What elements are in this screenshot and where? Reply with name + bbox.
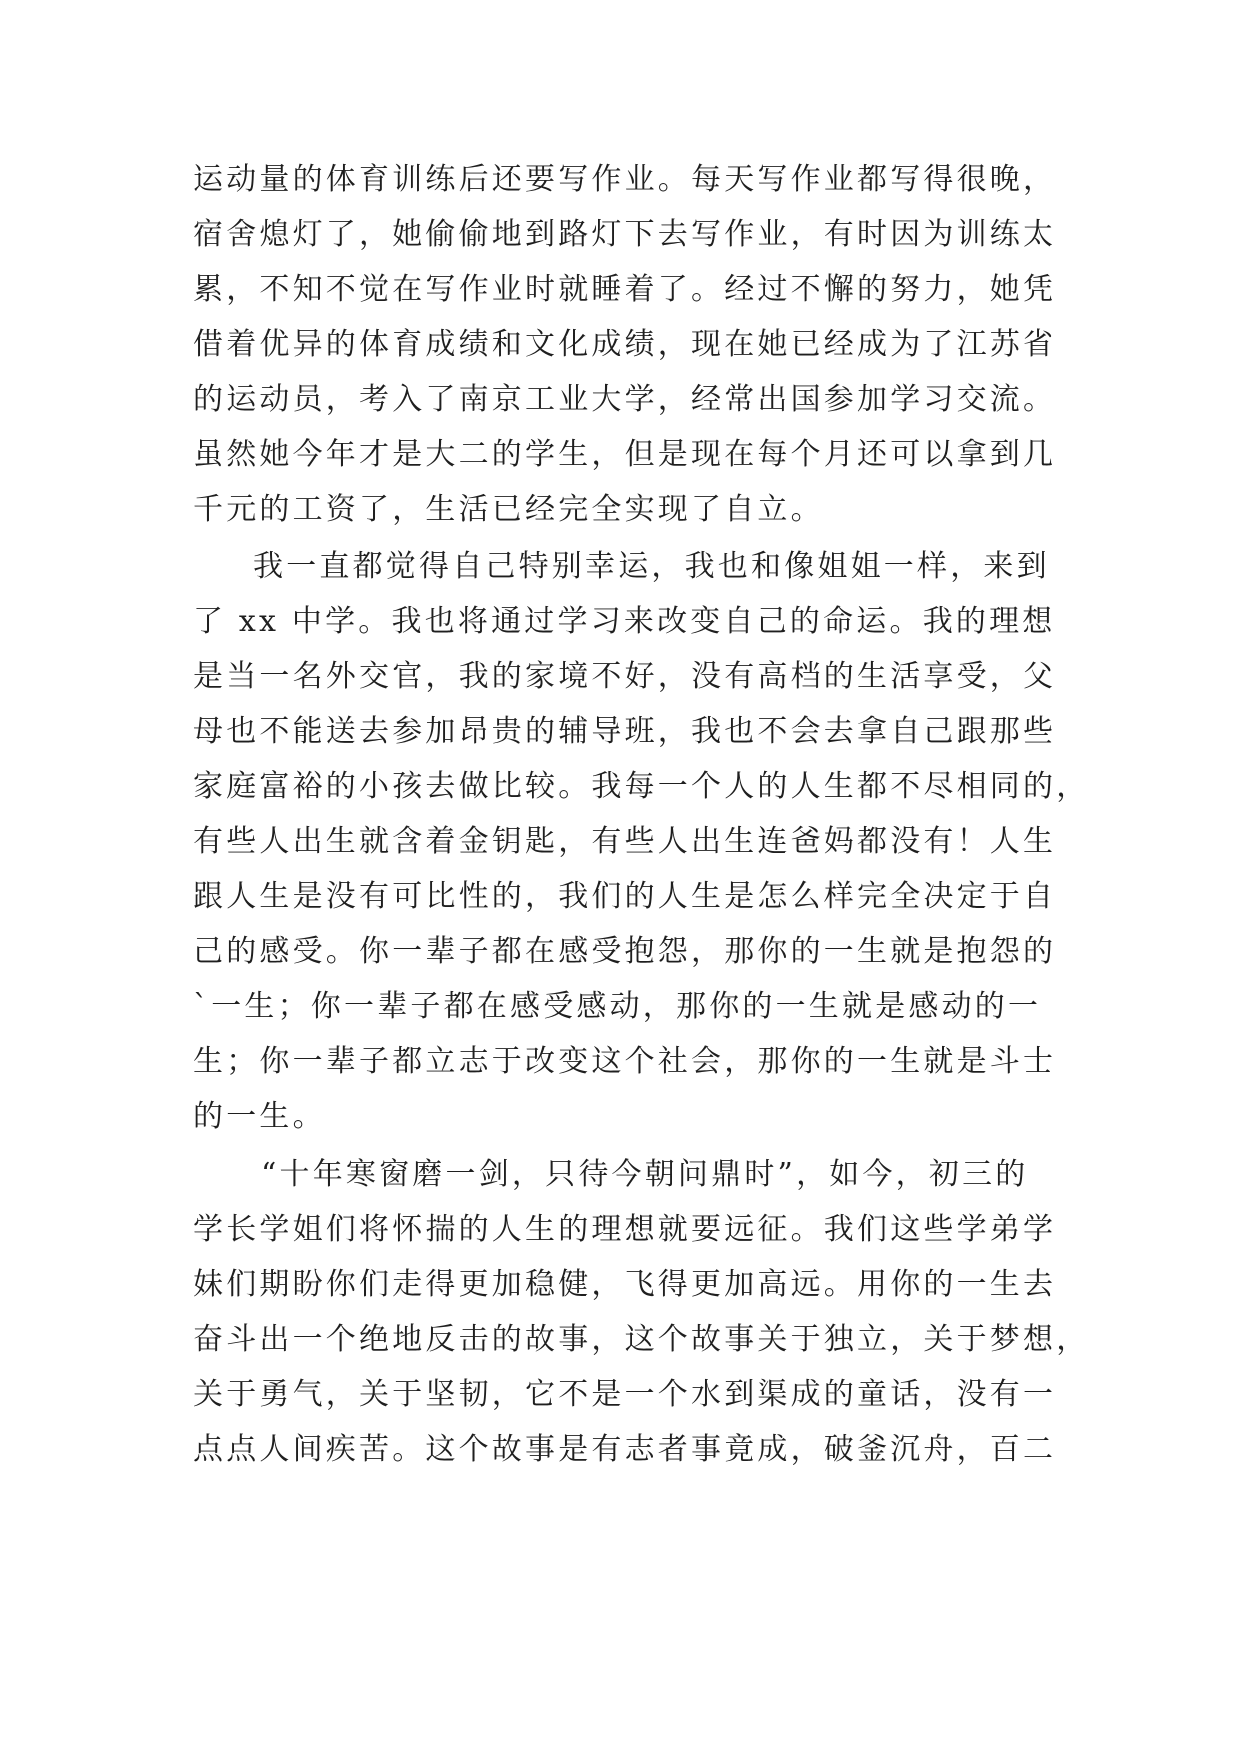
text-line: 母也不能送去参加昂贵的辅导班，我也不会去拿自己跟那些 — [193, 714, 1057, 749]
text-line: `一生；你一辈子都在感受感动，那你的一生就是感动的一 — [193, 989, 1042, 1024]
text-line: 的运动员，考入了南京工业大学，经常出国参加学习交流。 — [193, 382, 1057, 417]
paragraph-first-line: “十年寒窗磨一剑，只待今朝问鼎时”，如今，初三的 — [261, 1157, 1029, 1192]
text-line: 虽然她今年才是大二的学生，但是现在每个月还可以拿到几 — [193, 437, 1057, 472]
text-line: 借着优异的体育成绩和文化成绩，现在她已经成为了江苏省 — [193, 327, 1057, 362]
text-line: 跟人生是没有可比性的，我们的人生是怎么样完全决定于自 — [193, 879, 1057, 914]
text-line: 奋斗出一个绝地反击的故事，这个故事关于独立，关于梦想， — [193, 1322, 1090, 1357]
text-line: 累，不知不觉在写作业时就睡着了。经过不懈的努力，她凭 — [193, 272, 1057, 307]
text-line: 己的感受。你一辈子都在感受抱怨，那你的一生就是抱怨的 — [193, 934, 1057, 969]
text-line: 了 xx 中学。我也将通过学习来改变自己的命运。我的理想 — [193, 604, 1056, 639]
text-line: 妹们期盼你们走得更加稳健，飞得更加高远。用你的一生去 — [193, 1267, 1057, 1302]
text-line: 千元的工资了，生活已经完全实现了自立。 — [193, 492, 824, 527]
text-line: 是当一名外交官，我的家境不好，没有高档的生活享受，父 — [193, 659, 1057, 694]
text-line: 宿舍熄灯了，她偷偷地到路灯下去写作业，有时因为训练太 — [193, 217, 1057, 252]
text-line: 生；你一辈子都立志于改变这个社会，那你的一生就是斗士 — [193, 1044, 1057, 1079]
text-line: 家庭富裕的小孩去做比较。我每一个人的人生都不尽相同的， — [193, 769, 1090, 804]
text-line: 有些人出生就含着金钥匙，有些人出生连爸妈都没有！人生 — [193, 824, 1057, 859]
text-line: 关于勇气，关于坚韧，它不是一个水到渠成的童话，没有一 — [193, 1377, 1057, 1412]
paragraph-first-line: 我一直都觉得自己特别幸运，我也和像姐姐一样，来到 — [253, 549, 1050, 584]
text-line: 学长学姐们将怀揣的人生的理想就要远征。我们这些学弟学 — [193, 1212, 1057, 1247]
text-line: 运动量的体育训练后还要写作业。每天写作业都写得很晚， — [193, 162, 1057, 197]
text-line: 的一生。 — [193, 1099, 326, 1134]
text-line: 点点人间疾苦。这个故事是有志者事竟成，破釜沉舟，百二 — [193, 1432, 1057, 1467]
